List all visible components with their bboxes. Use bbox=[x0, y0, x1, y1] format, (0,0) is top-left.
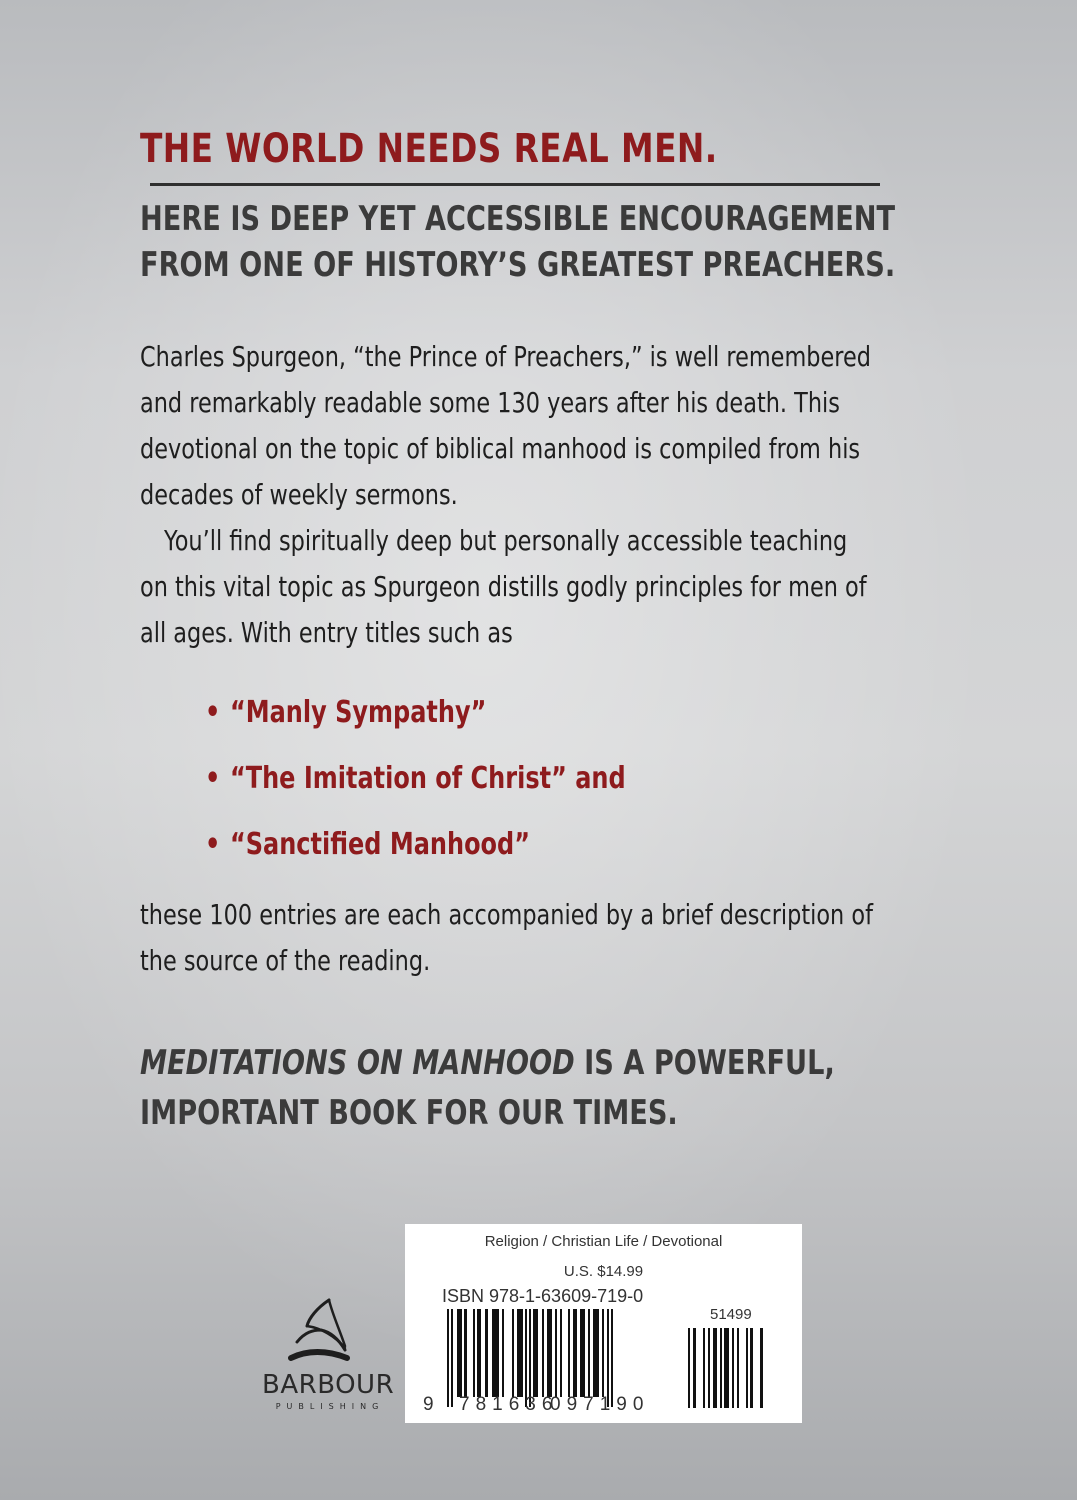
barcode-digits-left: 781636 bbox=[459, 1394, 559, 1415]
subheadline bbox=[140, 196, 895, 288]
closing-line bbox=[140, 1038, 835, 1088]
entry-title-item: • “Sanctified Manhood” bbox=[205, 812, 626, 878]
publisher-name: BARBOUR bbox=[262, 1370, 395, 1400]
isbn-barcode bbox=[447, 1309, 613, 1399]
barcode-digits-right: 097190 bbox=[550, 1394, 650, 1415]
headline-divider bbox=[150, 183, 880, 186]
entry-titles-list bbox=[205, 680, 626, 878]
open-book-pages-icon bbox=[287, 1296, 367, 1366]
entry-title-item: • “Manly Sympathy” bbox=[205, 680, 626, 746]
barcode-digit-first: 9 bbox=[423, 1394, 440, 1415]
closing-text: IS A POWERFUL, bbox=[574, 1043, 835, 1083]
text-line: these 100 entries are each accompanied by a brief description of bbox=[140, 898, 873, 931]
text-line: and remarkably readable some 130 years after his death. This bbox=[140, 386, 840, 419]
text-line: all ages. With entry titles such as bbox=[140, 616, 513, 649]
text-line: You’ll find spiritually deep but personally accessible teaching bbox=[164, 524, 848, 557]
isbn-number: ISBN 978-1-63609-719-0 bbox=[442, 1286, 644, 1306]
publisher-logo bbox=[262, 1296, 395, 1411]
price-addon-code: 51499 bbox=[710, 1306, 752, 1323]
entry-title-item: • “The Imitation of Christ” and bbox=[205, 746, 626, 812]
paragraph-teaching bbox=[140, 518, 867, 656]
paragraph-intro bbox=[140, 334, 871, 518]
text-line: devotional on the topic of biblical manhood is compiled from his bbox=[140, 432, 861, 465]
closing-line: IMPORTANT BOOK FOR OUR TIMES. bbox=[140, 1093, 678, 1133]
book-category: Religion / Christian Life / Devotional bbox=[484, 1233, 723, 1250]
publisher-subtitle: PUBLISHING bbox=[275, 1402, 385, 1411]
book-price: U.S. $14.99 bbox=[563, 1263, 644, 1280]
text-line: Charles Spurgeon, “the Prince of Preachers,” is well remembered bbox=[140, 340, 871, 373]
text-line: the source of the reading. bbox=[140, 944, 431, 977]
text-line: decades of weekly sermons. bbox=[140, 478, 458, 511]
price-addon-barcode bbox=[688, 1328, 763, 1408]
headline: THE WORLD NEEDS REAL MEN. bbox=[140, 126, 718, 172]
book-title: MEDITATIONS ON MANHOOD bbox=[140, 1043, 575, 1083]
subheadline-line: HERE IS DEEP YET ACCESSIBLE ENCOURAGEMENT bbox=[140, 199, 896, 239]
subheadline-line: FROM ONE OF HISTORY’S GREATEST PREACHERS. bbox=[140, 245, 896, 285]
text-line: on this vital topic as Spurgeon distills godly principles for men of bbox=[140, 570, 867, 603]
closing-statement bbox=[140, 1038, 835, 1138]
paragraph-entries bbox=[140, 892, 873, 984]
barcode-label bbox=[405, 1224, 802, 1423]
